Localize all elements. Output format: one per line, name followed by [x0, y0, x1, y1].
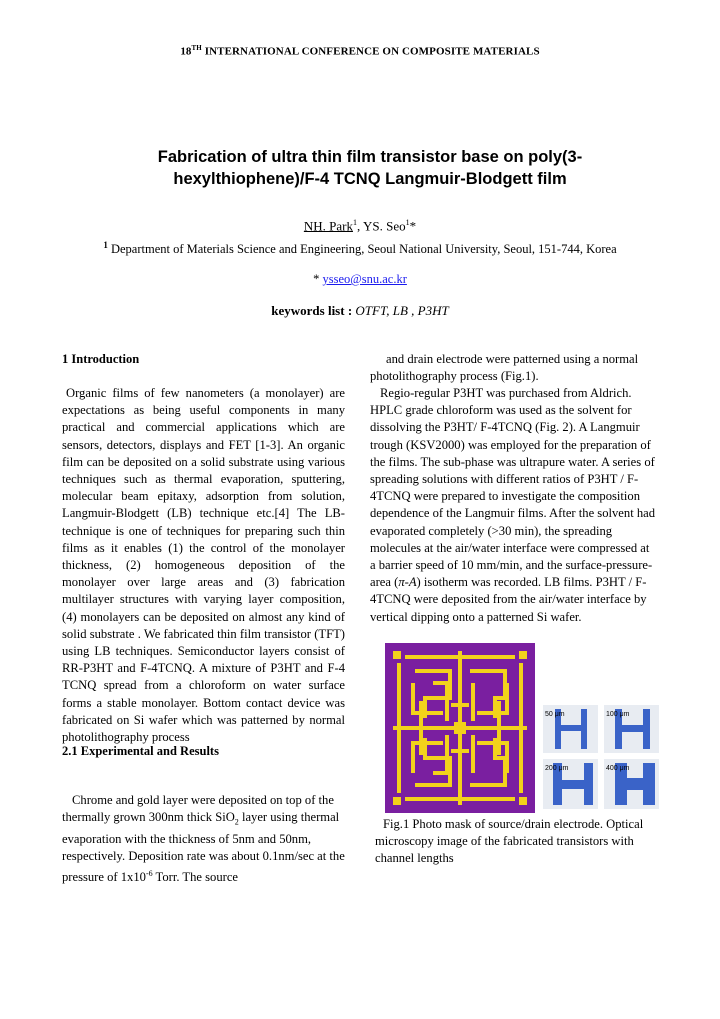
label-100um: 100 μm: [606, 711, 630, 718]
contact-email: * ysseo@snu.ac.kr: [313, 272, 407, 286]
photo-mask-image: [385, 643, 535, 813]
microscopy-images: [543, 705, 659, 809]
label-50um: 50 μm: [545, 711, 565, 718]
figure-1-graphic: [385, 643, 660, 813]
figure-1-caption: Fig.1 Photo mask of source/drain electrode. Optical microscopy image of the fabricated transistors with channel lengths: [375, 817, 644, 866]
section-1-heading: 1 Introduction: [62, 352, 140, 366]
keywords-label: keywords list :: [271, 303, 356, 318]
label-400um: 400 μm: [606, 765, 630, 772]
author-list: NH. Park$^1$, YS. Seo$^1$*: [303, 218, 417, 234]
running-header: 18TH INTERNATIONAL CONFERENCE ON COMPOSITE MATERIALS: [180, 44, 540, 58]
right-para-2: Regio-regular P3HT was purchased from Aldrich. HPLC grade chloroform was used as the solvent for dissolving the P3HT/ F-4TCNQ (Fig. 2). A Langmuir trough (KSV2000) was employed for the preparation of the films. The sub-phase was ultrapure water. A series of spreading solutions with different ratios of P3HT / F-4TCNQ were prepared to investigate the composition dependence of the Langmuir films. After the solvent had evaporated completely (>30 min), the spreading molecules at the air/water interface were compressed at a barrier speed of 10 mm/min, and the surface-pressure-area (π-A) isotherm was recorded. LB films. P3HT / F-4TCNQ were deposited from the air/water interface by vertical dipping onto a patterned Si wafer.: [370, 386, 656, 624]
title-line-2: hexylthiophene)/F-4 TCNQ Langmuir-Blodgett film: [173, 170, 567, 188]
figure-1: [385, 643, 660, 813]
label-200um: 200 μm: [545, 765, 569, 772]
paper-title: [100, 146, 640, 190]
email-link[interactable]: ysseo@snu.ac.kr: [322, 272, 407, 286]
section-1-body: Organic films of few nanometers (a monolayer) are expectations as being useful components in many practical and commercial applications which are sensors, detectors, displays and FET [1-3]. An organic film can be deposited on a solid substrate using various techniques such as thermal evaporation, sputtering, molecular beam epitaxy, adsorption from solution, Langmuir-Blodgett (LB) technique etc.[4] The LB-technique is one of techniques for preparing such thin films as it enables (1) the control of the monolayer thickness, (2) homogeneous deposition of the monolayer over large areas and (3) fabrication multilayer structures with varying layer composition, (4) monolayers can be deposited on almost any kind of solid substrate . We fabricated thin film transistor (TFT) using LB techniques. Semiconductor layers consist of RR-P3HT and F-4TCNQ. A mixture of P3HT and F-4 TCNQ spread from a chloroform on water surface forms a stable monolayer. Bottom contact device was fabricated on Si wafer which was patterned by normal photolithography process: [62, 386, 345, 745]
author-2: YS. Seo: [363, 218, 406, 234]
title-line-1: Fabrication of ultra thin film transistor base on poly(3-: [157, 148, 583, 166]
right-para-1: and drain electrode were patterned using a normal photolithography process (Fig.1).: [370, 352, 639, 384]
keywords-value: OTFT, LB , P3HT: [355, 303, 449, 318]
affiliation: $^1$ Department of Materials Science and Engineering, Seoul National University, Seoul, 151-744, Korea: [103, 240, 617, 257]
keywords-line: [0, 303, 720, 319]
author-1: NH. Park: [303, 218, 353, 234]
section-2-heading: 2.1 Experimental and Results: [62, 744, 219, 758]
section-2-body: Chrome and gold layer were deposited on top of the thermally grown 300nm thick SiO$_2$ layer using thermal evaporation with the thickness of 5nm and 50nm, respectively. Deposition rate was about 0.1nm/sec at the pressure of $1x10^{-6}$ Torr. The source: [62, 793, 345, 885]
